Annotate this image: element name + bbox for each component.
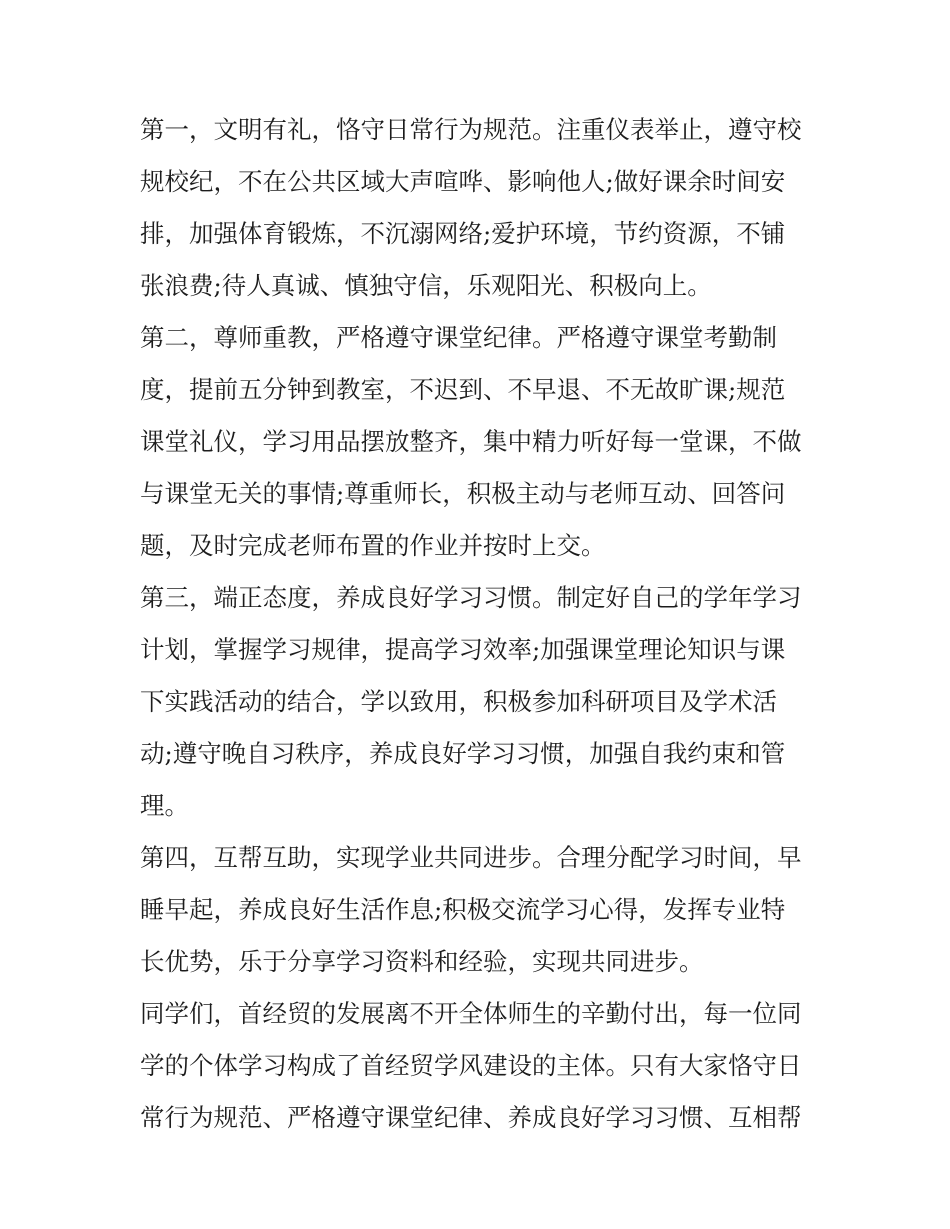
text-line: 计划，掌握学习规律，提高学习效率;加强课堂理论知识与课 xyxy=(140,635,786,664)
paragraph-first xyxy=(140,104,816,312)
text-line: 睡早起，养成良好生活作息;积极交流学习心得，发挥专业特 xyxy=(140,895,786,924)
text-line: 第三，端正态度，养成良好学习习惯。制定好自己的学年学习 xyxy=(140,583,802,612)
text-line: 常行为规范、严格遵守课堂纪律、养成良好学习习惯、互相帮 xyxy=(140,1103,802,1132)
text-line: 课堂礼仪，学习用品摆放整齐，集中精力听好每一堂课，不做 xyxy=(140,427,802,456)
paragraph-third xyxy=(140,572,816,832)
text-line: 下实践活动的结合，学以致用，积极参加科研项目及学术活 xyxy=(140,687,777,716)
paragraph-fourth xyxy=(140,832,816,988)
document-body xyxy=(140,104,816,1144)
text-line: 规校纪，不在公共区域大声喧哗、影响他人;做好课余时间安 xyxy=(140,167,786,196)
text-line: 排，加强体育锻炼，不沉溺网络;爱护环境，节约资源，不铺 xyxy=(140,219,786,248)
text-line: 第四，互帮互助，实现学业共同进步。合理分配学习时间，早 xyxy=(140,843,802,872)
text-line: 张浪费;待人真诚、慎独守信，乐观阳光、积极向上。 xyxy=(140,271,712,300)
text-line: 与课堂无关的事情;尊重师长，积极主动与老师互动、回答问 xyxy=(140,479,786,508)
text-line: 第二，尊师重教，严格遵守课堂纪律。严格遵守课堂考勤制 xyxy=(140,323,777,352)
text-line: 度，提前五分钟到教室，不迟到、不早退、不无故旷课;规范 xyxy=(140,375,786,404)
text-line: 长优势，乐于分享学习资料和经验，实现共同进步。 xyxy=(140,947,704,976)
paragraph-closing xyxy=(140,988,816,1144)
text-line: 动;遵守晚自习秩序，养成良好学习习惯，加强自我约束和管 xyxy=(140,739,786,768)
text-line: 题，及时完成老师布置的作业并按时上交。 xyxy=(140,531,606,560)
paragraph-second xyxy=(140,312,816,572)
text-line: 同学们，首经贸的发展离不开全体师生的辛勤付出，每一位同 xyxy=(140,999,802,1028)
text-line: 第一，文明有礼，恪守日常行为规范。注重仪表举止，遵守校 xyxy=(140,115,802,144)
text-line: 理。 xyxy=(140,791,189,820)
text-line: 学的个体学习构成了首经贸学风建设的主体。只有大家恪守日 xyxy=(140,1051,802,1080)
